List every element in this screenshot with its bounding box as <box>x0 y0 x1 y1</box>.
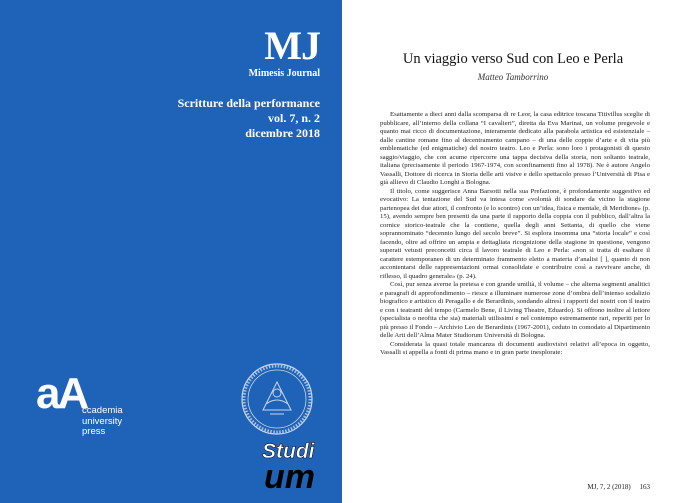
um-word: um <box>264 458 315 496</box>
paragraph: Così, pur senza averne la pretesa e con grande umiltà, il volume – che alterna segmenti analitici e paragrafi di approfondimento – riesce a illuminare numerose zone d’ombra dell’intenso sodalizio biografico e artistico di Peragallo e de Berardinis, sondando altresì i rapporti dei nostri con il teatro e con i teatranti del tempo (Carmelo Bene, il Living Theatre, Eduardo). Si offrono inoltre al lettore (specialista o neofita che sia) materiali utilissimi e nel contempo estremamente rari, reperiti per lo più presso il Fondo – Archivio Leo de Berardinis (1967-2001), ceduto in comodato al Dipartimento delle Arti dell’Alma Mater Studiorum Università di Bologna. <box>380 281 650 339</box>
article-body <box>380 111 650 358</box>
issue-volume: vol. 7, n. 2 <box>267 111 320 125</box>
article-title: Un viaggio verso Sud con Leo e Perla <box>402 51 624 67</box>
article-author: Matteo Tamborrino <box>477 72 549 82</box>
publisher-name <box>82 406 123 438</box>
logo-mark: MJ <box>264 23 320 68</box>
paragraph: Esattamente a dieci anni dalla scomparsa di re Leor, la casa editrice toscana Titivillus sceglie di pubblicare, all’interno della collana “I cavalieri”, diretta da Eva Marinai, un volume pregevole e quanto mai ricco di documentazione, interamente dedicato alla parabola artistica ed esistenziale – dalle cantine romane fino al decentramento campano – di una delle coppie d’arte e di vita più emblematiche (ed enigmatiche) del nostro teatro. Leo e Perla: sono loro i protagonisti di questo saggio/viaggio, che con acume ripercorre una tappa decisiva della storia, non soltanto teatrale, italiana (precisamente il periodo 1967-1974, con sconfinamenti fino al 1978). Ne è autore Angelo Vassalli, Dottore di ricerca in Storia delle arti visive e dello spettacolo presso l’Università di Pisa e già allievo di Claudio Longhi a Bologna. <box>380 111 650 186</box>
issue-date: dicembre 2018 <box>245 126 320 140</box>
page-number: 163 <box>639 483 650 491</box>
studi-um-logo <box>262 440 324 498</box>
issue-series: Scritture della performance <box>177 96 320 110</box>
publisher-word: ccademia <box>82 405 123 416</box>
studi-word: Studi <box>262 440 315 463</box>
article-page <box>342 0 684 503</box>
page-footer <box>587 483 650 491</box>
journal-logo <box>248 23 320 79</box>
publisher-mark: aA <box>36 369 87 418</box>
journal-citation: MJ, 7, 2 (2018) <box>587 483 631 491</box>
issue-info <box>178 96 320 141</box>
publisher-word: press <box>82 426 106 437</box>
publisher-word: university <box>82 415 123 427</box>
university-seal-icon <box>240 362 314 436</box>
paragraph: Il titolo, come suggerisce Anna Barsotti nella sua Prefazione, è profondamente suggestivo ed evocativo: La tentazione del Sud va intesa come «volontà di sondare da vicino la stagione partenopea dei due attori, il confronto (e lo scontro) con un’idea, fisica e mentale, di Meridione» (p. 15), avendo sempre ben presenti da una parte il rapporto della coppia con il pubblico, dall’altra la cornice storico-teatrale che la contiene, quella degli anni Settanta, di quello che viene soprannominato “decennio lungo del secolo breve”. Si esplora insomma una “storia locale” e così facendo, oltre ad offrire un ampia e dettagliata ricognizione della stagione in questione, vengono superati vetusti preconcetti circa il lavoro teatrale di Leo e Perla: «non si tratta di esaltare il carattere estemporaneo di un determinato frammento eletto a materia d’analisi [ ], quanto di non accontentarsi delle rappresentazioni ormai consolidate e contribuire così a ravvivare anche, di riflesso, il quadro generale» (p. 24). <box>380 187 650 280</box>
publisher-logo <box>36 369 166 452</box>
paragraph: Considerata la quasi totale mancanza di documenti audiovisivi relativi all’epoca in oggetto, Vassalli si appella a fonti di prima mano e in gran parte inesplorate: <box>380 340 650 356</box>
logo-subtitle: Mimesis Journal <box>248 68 320 79</box>
